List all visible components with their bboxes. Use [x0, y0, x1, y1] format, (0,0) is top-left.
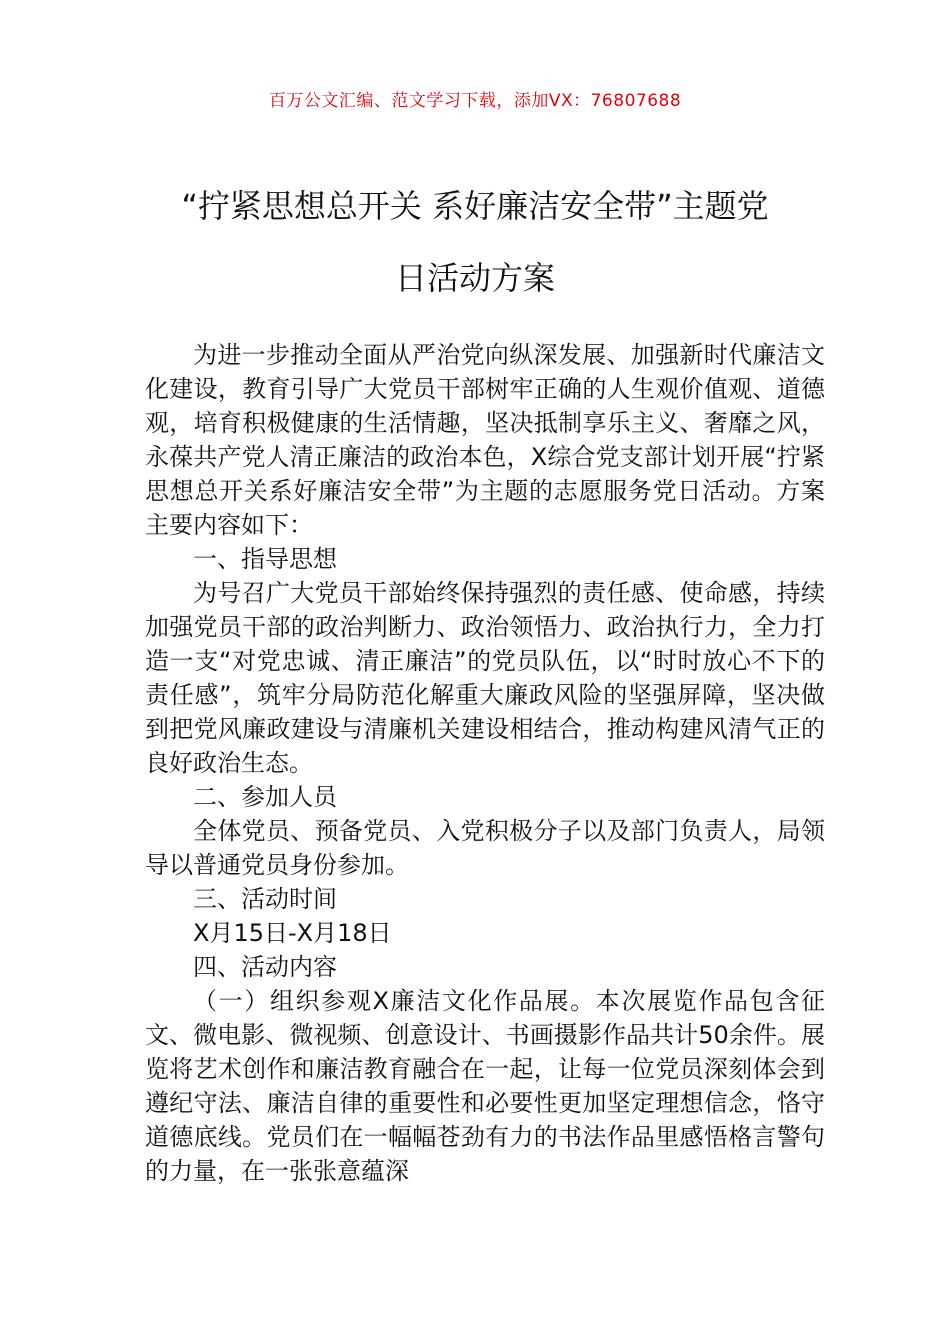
- document-body: [145, 338, 825, 1188]
- header-banner: 百万公文汇编、范文学习下载，添加VX：76807688: [268, 91, 682, 111]
- section-4-paragraph: （一）组织参观X廉洁文化作品展。本次展览作品包含征文、微电影、微视频、创意设计、书画摄影作品共计50余件。展览将艺术创作和廉洁教育融合在一起，让每一位党员深刻体会到遵纪守法、廉洁自律的重要性和必要性更加坚定理想信念，恪守道德底线。党员们在一幅幅苍劲有力的书法作品里感悟格言警句的力量，在一张张意蕴深: [145, 987, 825, 1185]
- title-line-2: 日活动方案: [394, 259, 555, 297]
- section-3-heading: 三、活动时间: [193, 885, 337, 913]
- section-3-paragraph: X月15日-X月18日: [193, 919, 392, 947]
- section-2-paragraph: 全体党员、预备党员、入党积极分子以及部门负责人，局领导以普通党员身份参加。: [145, 817, 825, 879]
- intro-paragraph: 为进一步推动全面从严治党向纵深发展、加强新时代廉洁文化建设，教育引导广大党员干部树牢正确的人生观价值观、道德观，培育积极健康的生活情趣，坚决抵制享乐主义、奢靡之风，永葆共产党人清正廉洁的政治本色，X综合党支部计划开展“拧紧思想总开关系好廉洁安全带”为主题的志愿服务党日活动。方案主要内容如下：: [145, 341, 825, 539]
- section-2-heading: 二、参加人员: [193, 783, 337, 811]
- section-1-paragraph: 为号召广大党员干部始终保持强烈的责任感、使命感，持续加强党员干部的政治判断力、政治领悟力、政治执行力，全力打造一支“对党忠诚、清正廉洁”的党员队伍，以“时时放心不下的责任感”，筑牢分局防范化解重大廉政风险的坚强屏障，坚决做到把党风廉政建设与清廉机关建设相结合，推动构建风清气正的良好政治生态。: [145, 579, 825, 777]
- title-line-1: “拧紧思想总开关 系好廉洁安全带”主题党: [181, 187, 769, 225]
- section-4-heading: 四、活动内容: [193, 953, 337, 981]
- section-1-heading: 一、指导思想: [193, 545, 337, 573]
- document-title: [100, 170, 850, 314]
